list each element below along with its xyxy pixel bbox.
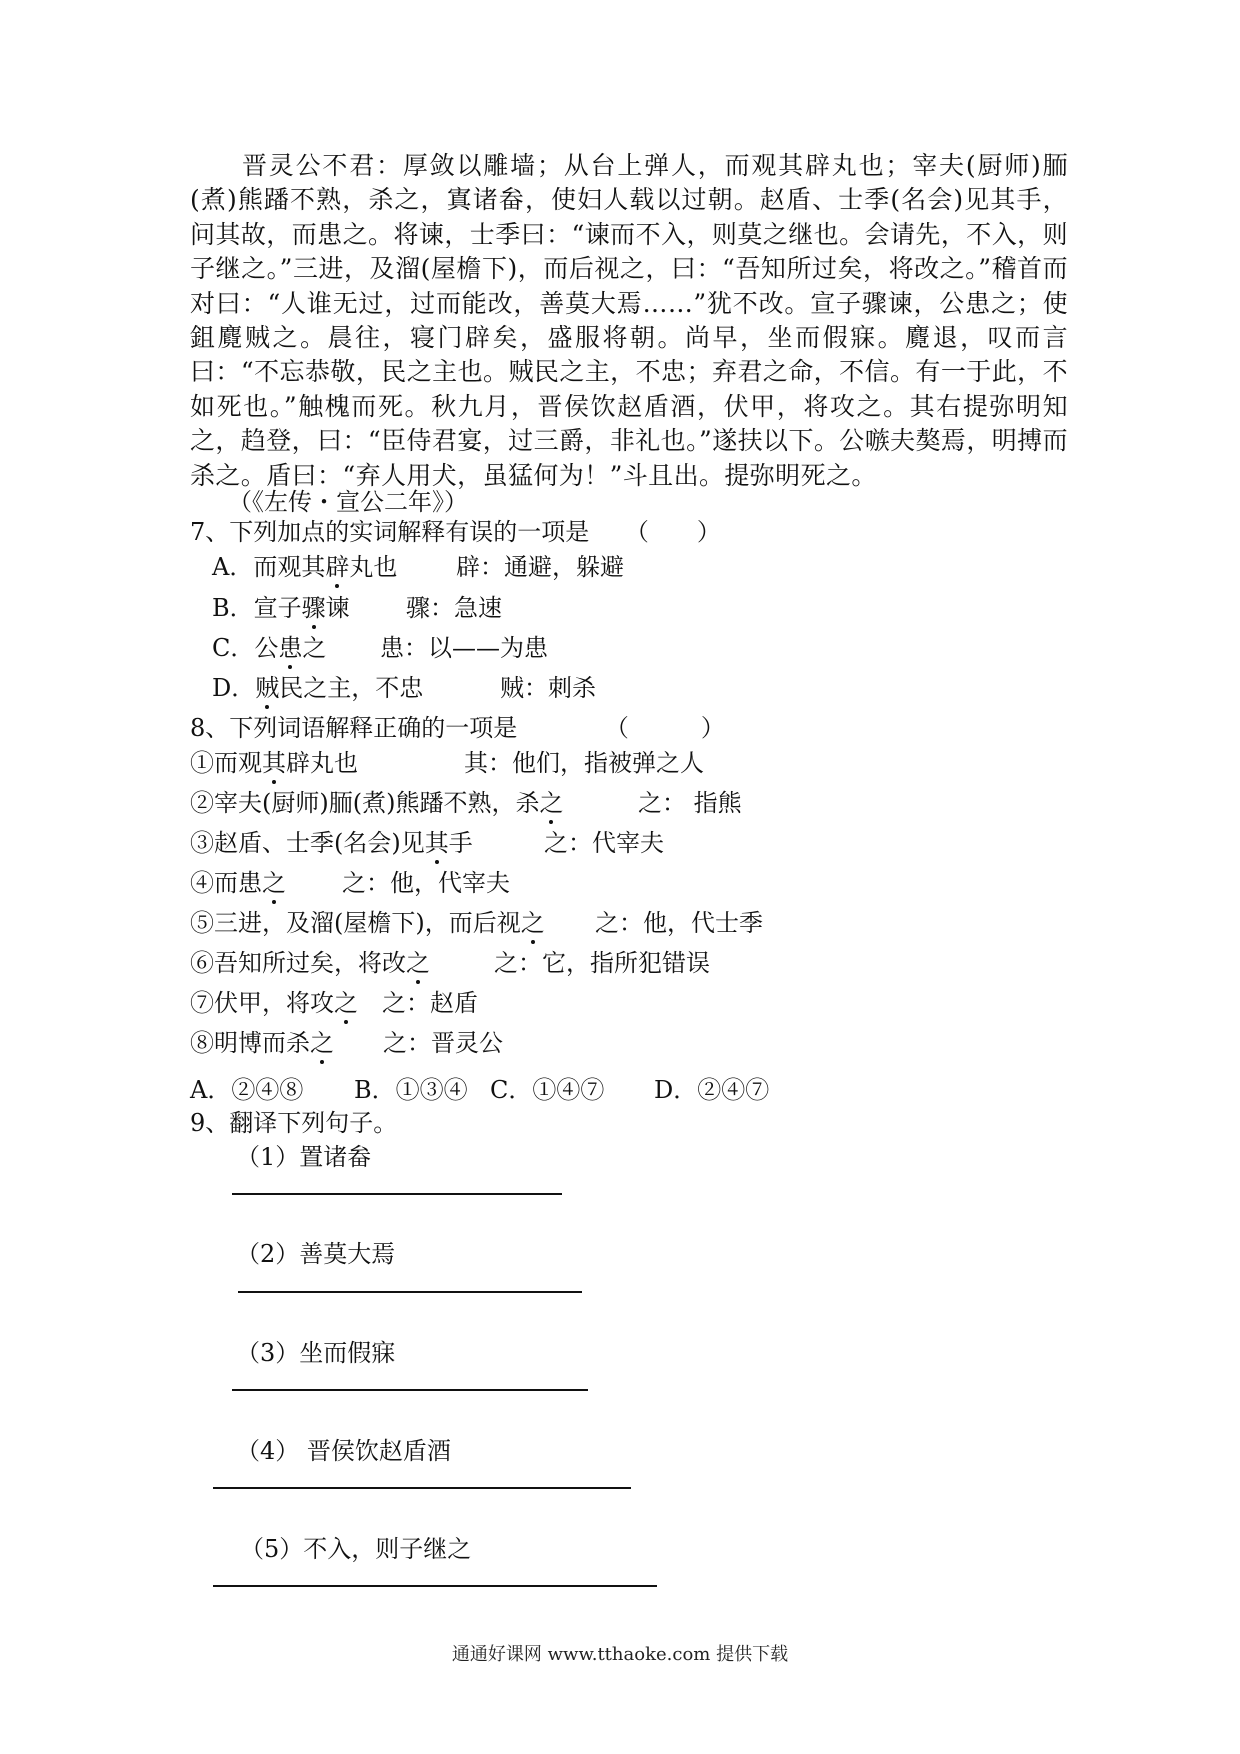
dotted-word: 患 [278, 634, 303, 662]
q8-item-8-gloss: 之：晋灵公 [383, 1029, 503, 1057]
question-7-text: 7、下列加点的实词解释有误的一项是 [190, 518, 590, 546]
q9-sentence-3: （3）坐而假寐 [236, 1339, 396, 1367]
q7-option-c-gloss: 患：以——为患 [380, 634, 548, 662]
dotted-word: 其 [262, 749, 286, 777]
q7-option-a: A．而观其辟丸也 辟：通避，躲避 [212, 547, 397, 582]
dotted-word: 骤 [301, 594, 326, 622]
q8-item-4: ④而患之 之：他，代宰夫 [190, 863, 286, 898]
q7-option-c: C．公患之 患：以——为患 [212, 628, 326, 663]
q8-choice-c: C．①④⑦ [490, 1076, 605, 1104]
passage-text: 晋灵公不君：厚敛以雕墙；从台上弹人，而观其辟丸也；宰夫(厨师)胹(煮)熊蹯不熟，杀之，寘诸畚，使妇人载以过朝。赵盾、士季(名会)见其手，问其故，而患之。将谏，士季曰：“谏而不入，则莫之继也。会请先，不入，则子继之。”三进，及溜(屋檐下)，而后视之，曰：“吾知所过矣，将改之。”稽首而对曰：“人谁无过，过而能改，善莫大焉……”犹不改。宣子骤谏，公患之；使鉏麑贼之。晨往，寝门辟矣，盛服将朝。尚早，坐而假寐。麑退，叹而言曰：“不忘恭敬，民之主也。贼民之主，不忠；弃君之命，不信。有一于此，不如死也。”触槐而死。秋九月，晋侯饮赵盾酒，伏甲，将攻之。其右提弥明知之，趋登，曰：“臣侍君宴，过三爵，非礼也。”遂扶以下。公嗾夫獒焉，明搏而杀之。盾曰：“弃人用犬，虽猛何为！”斗且出。提弥明死之。 [190, 151, 1068, 490]
question-9-stem: 9、翻译下列句子。 [190, 1109, 398, 1137]
q8-item-1: ①而观其辟丸也 其：他们，指被弹之人 [190, 743, 358, 778]
q9-sentence-4: （4） 晋侯饮赵盾酒 [236, 1437, 451, 1465]
q8-item-8: ⑧明博而杀之 之：晋灵公 [190, 1023, 334, 1058]
dotted-word: 辟 [325, 553, 350, 581]
dotted-word: 之 [334, 989, 358, 1017]
q8-choice-d: D．②④⑦ [654, 1076, 770, 1104]
q8-item-7-gloss: 之：赵盾 [382, 989, 478, 1017]
answer-paren-7: （ ） [624, 518, 721, 546]
question-8-text: 8、下列词语解释正确的一项是 [190, 714, 518, 742]
q8-item-5-gloss: 之：他，代士季 [595, 909, 763, 937]
q9-sentence-1: （1）置诸畚 [236, 1143, 372, 1171]
q7-option-a-gloss: 辟：通避，躲避 [456, 553, 624, 581]
question-7-stem [190, 512, 721, 547]
q8-item-2-gloss: 之： 指熊 [638, 789, 742, 817]
passage-source: （《左传・宣公二年》） [228, 488, 468, 516]
q8-item-4-gloss: 之：他，代宰夫 [342, 869, 510, 897]
dotted-word: 其 [424, 829, 449, 857]
q8-item-3-gloss: 之：代宰夫 [544, 829, 664, 857]
q9-sentence-5: （5）不入，则子继之 [240, 1535, 472, 1563]
answer-line-5[interactable] [213, 1585, 657, 1587]
answer-line-3[interactable] [232, 1389, 588, 1391]
dotted-word: 之 [539, 789, 564, 817]
q8-item-6-gloss: 之：它，指所犯错误 [494, 949, 710, 977]
q8-item-5: ⑤三进，及溜(屋檐下)，而后视之 之：他，代士季 [190, 903, 545, 938]
q7-option-d: D．贼民之主，不忠 贼：刺杀 [212, 668, 423, 703]
dotted-word: 之 [262, 869, 286, 897]
q7-option-d-gloss: 贼：刺杀 [500, 674, 596, 702]
classical-passage [190, 149, 1068, 493]
question-8-stem [190, 708, 725, 743]
q8-item-3: ③赵盾、士季(名会)见其手 之：代宰夫 [190, 823, 473, 858]
dotted-word: 之 [520, 909, 545, 937]
dotted-word: 之 [310, 1029, 334, 1057]
footer-download-note: 通通好课网 www.tthaoke.com 提供下载 [451, 1644, 789, 1665]
answer-line-4[interactable] [213, 1487, 631, 1489]
q7-option-b-gloss: 骤：急速 [406, 594, 502, 622]
q8-item-6: ⑥吾知所过矣，将改之 之：它，指所犯错误 [190, 943, 430, 978]
q9-sentence-2: （2）善莫大焉 [236, 1240, 396, 1268]
q8-item-7: ⑦伏甲，将攻之 之：赵盾 [190, 983, 358, 1018]
answer-line-2[interactable] [238, 1291, 582, 1293]
q8-item-1-gloss: 其：他们，指被弹之人 [464, 749, 704, 777]
answer-line-1[interactable] [232, 1193, 562, 1195]
dotted-word: 贼 [255, 674, 280, 702]
q8-item-2: ②宰夫(厨师)胹(煮)熊蹯不熟，杀之 之： 指熊 [190, 783, 563, 818]
q8-choice-a: A．②④⑧ [190, 1076, 304, 1104]
q8-choice-b: B．①③④ [354, 1076, 468, 1104]
dotted-word: 之 [406, 949, 430, 977]
answer-paren-8: （ ） [604, 714, 725, 742]
q7-option-b: B．宣子骤谏 骤：急速 [212, 588, 350, 623]
